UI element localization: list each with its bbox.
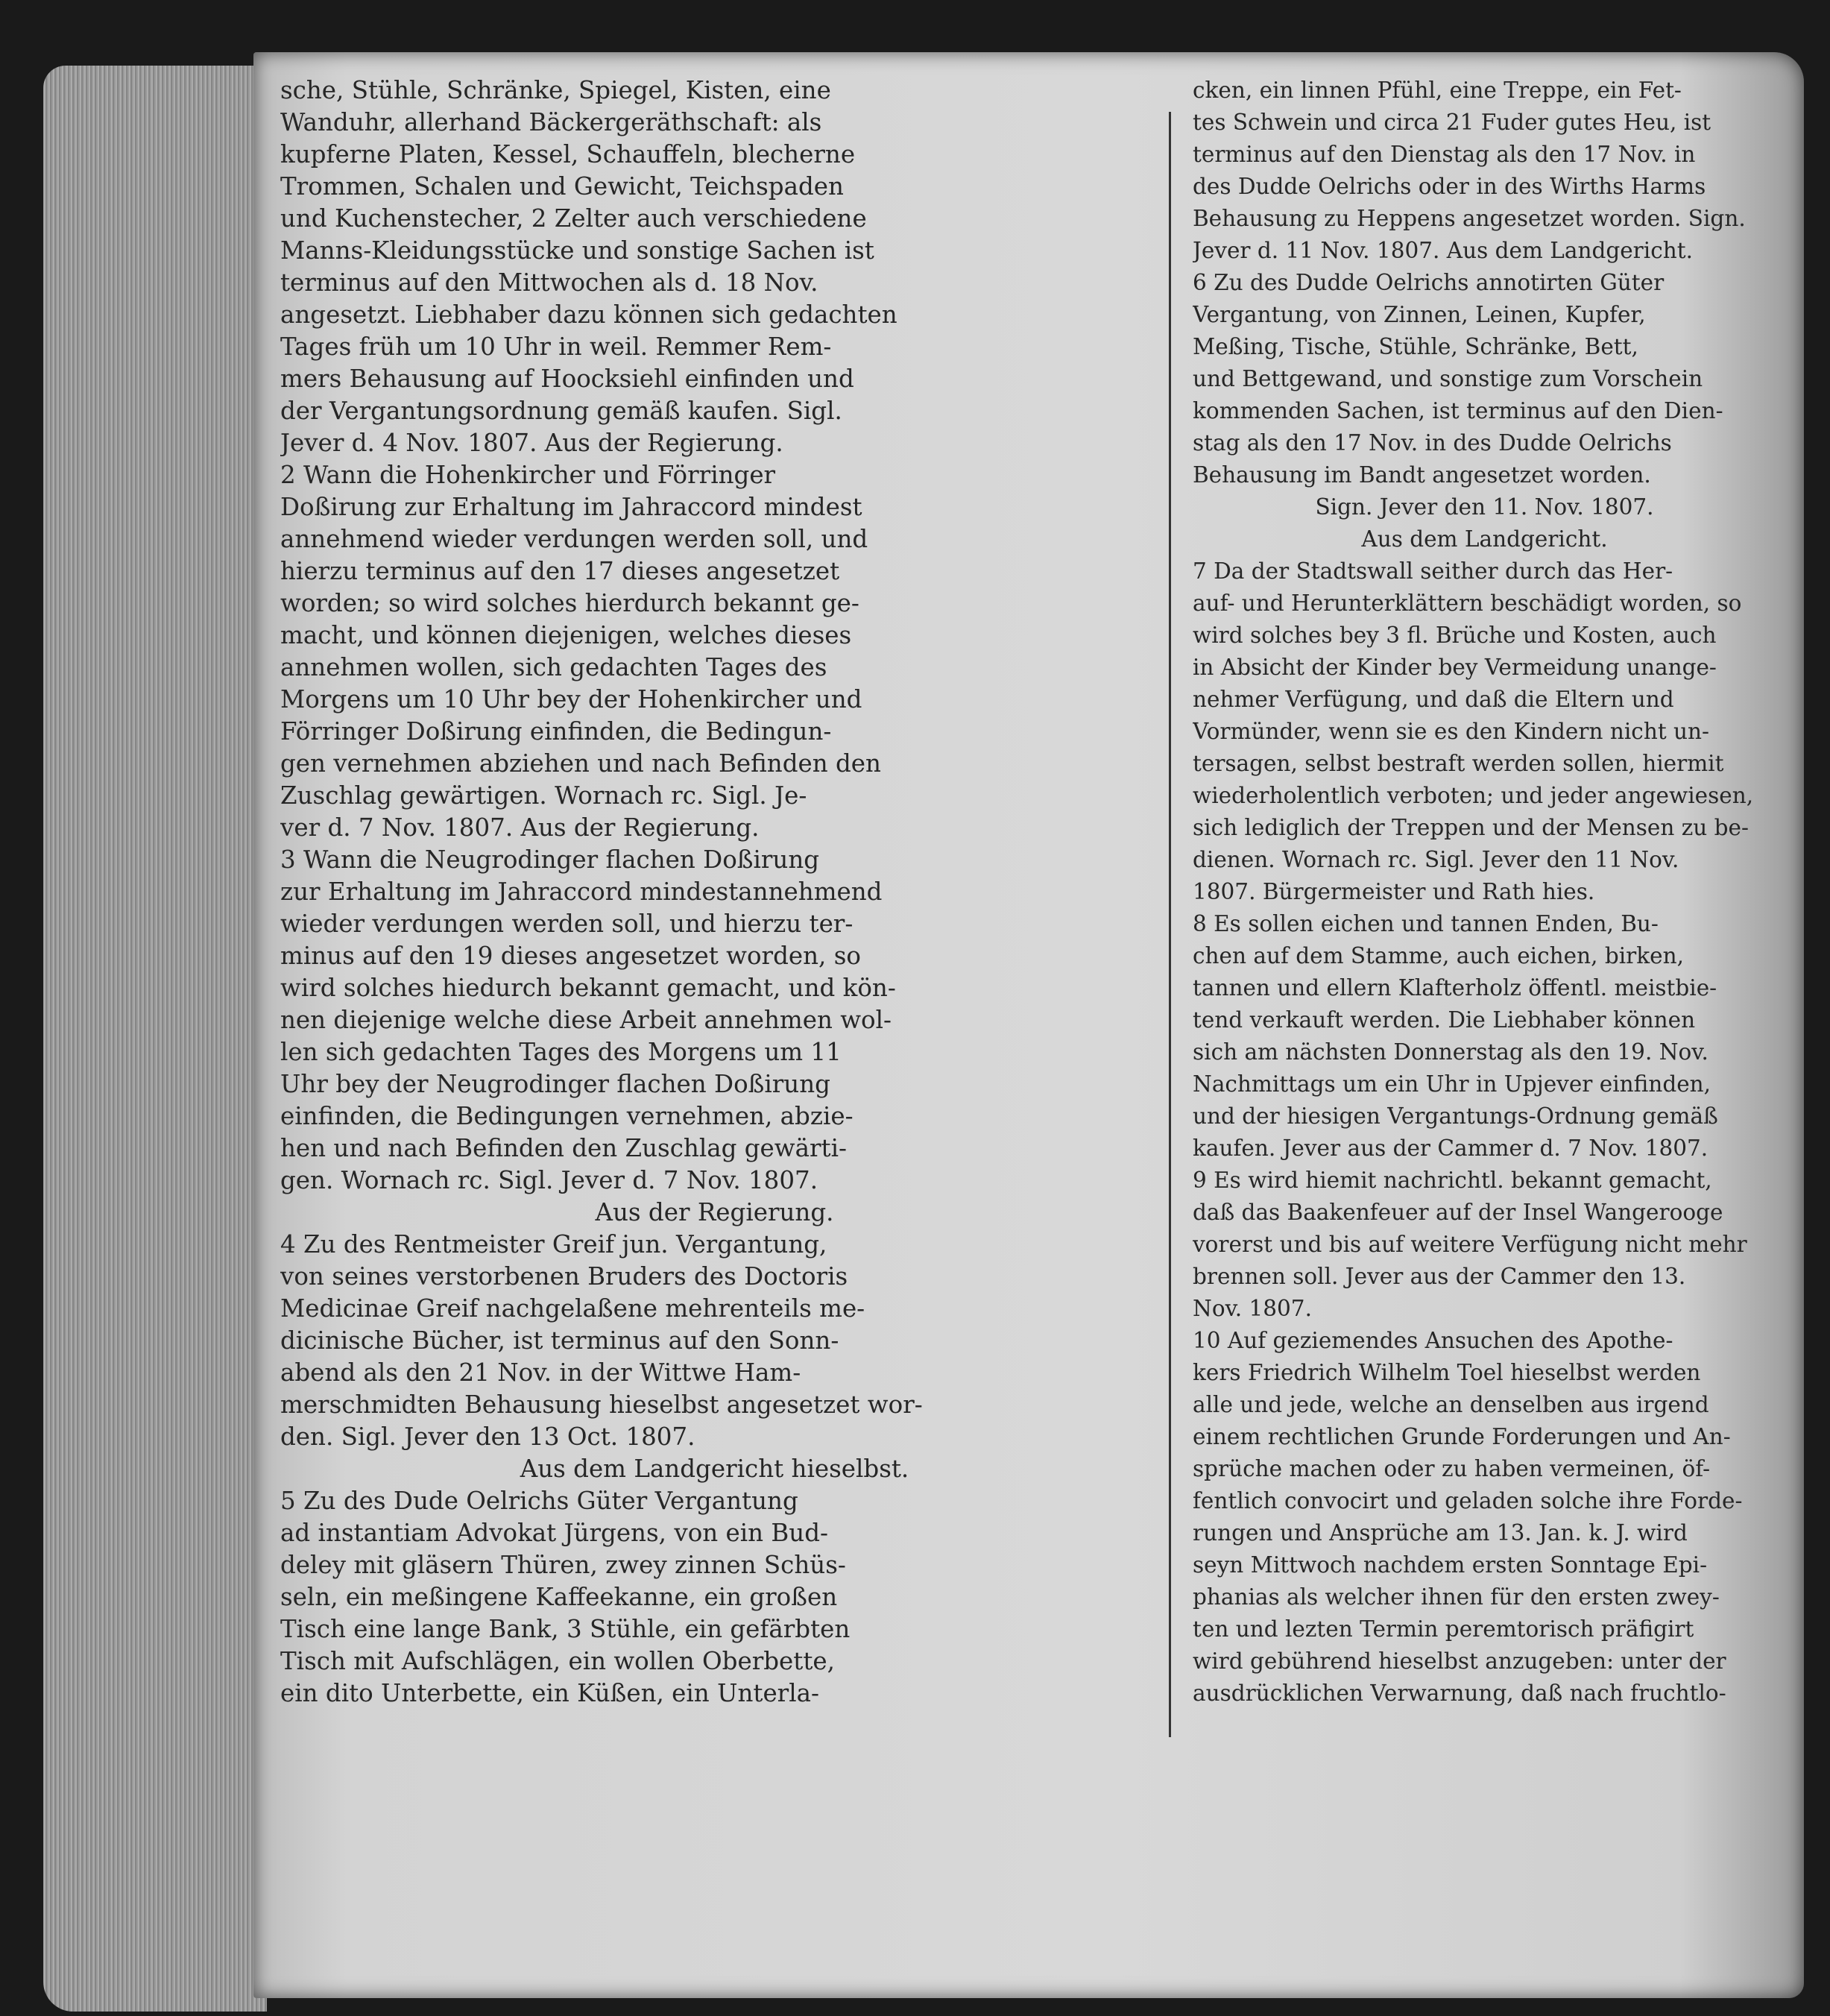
text-line: Vergantung, von Zinnen, Leinen, Kupfer, [1193,302,1646,327]
text-line: Jever d. 11 Nov. 1807. Aus dem Landgericht. [1193,238,1693,263]
text-line: sprüche machen oder zu haben vermeinen, öf- [1193,1456,1711,1481]
text-line: gen vernehmen abziehen und nach Befinden den [280,749,881,778]
text-line: wird solches bey 3 fl. Brüche und Kosten, auch [1193,623,1717,648]
text-line: einem rechtlichen Grunde Forderungen und An- [1193,1424,1731,1449]
text-line: Aus der Regierung. [595,1198,834,1226]
text-line: kommenden Sachen, ist terminus auf den Dien- [1193,398,1723,423]
text-line: 8 Es sollen eichen und tannen Enden, Bu- [1193,911,1659,936]
text-line: seyn Mittwoch nachdem ersten Sonntage Epi- [1193,1552,1708,1578]
text-line: wieder verdungen werden soll, und hierzu ter- [280,910,854,938]
text-line: 7 Da der Stadtswall seither durch das Her- [1193,558,1673,584]
text-line: angesetzt. Liebhaber dazu können sich gedachten [280,300,897,329]
text-line: Behausung zu Heppens angesetzet worden. Sign. [1193,206,1746,231]
text-line: Tages früh um 10 Uhr in weil. Remmer Rem- [280,333,832,361]
text-line: 1807. Bürgermeister und Rath hies. [1193,879,1595,904]
text-line: kupferne Platen, Kessel, Schauffeln, blecherne [280,140,856,168]
text-line: annehmen wollen, sich gedachten Tages des [280,653,827,681]
text-line: nen diejenige welche diese Arbeit annehmen wol- [280,1006,892,1034]
text-line: Tisch eine lange Bank, 3 Stühle, ein gefärbten [280,1615,851,1643]
text-line: sich lediglich der Treppen und der Mensen zu be- [1193,815,1749,840]
text-line: von seines verstorbenen Bruders des Doctoris [280,1262,848,1291]
column-divider [1169,112,1171,1737]
text-line: und Bettgewand, und sonstige zum Vorschein [1193,366,1703,391]
text-line: stag als den 17 Nov. in des Dudde Oelrichs [1193,430,1672,456]
text-line: len sich gedachten Tages des Morgens um 11 [280,1038,842,1066]
text-line: deley mit gläsern Thüren, zwey zinnen Schüs- [280,1551,846,1579]
text-line: Morgens um 10 Uhr bey der Hohenkircher und [280,685,862,714]
text-line: Manns-Kleidungsstücke und sonstige Sachen ist [280,236,874,265]
text-line: wird solches hiedurch bekannt gemacht, und kön- [280,974,896,1002]
text-line: sich am nächsten Donnerstag als den 19. Nov. [1193,1039,1708,1065]
text-line: tend verkauft werden. Die Liebhaber können [1193,1007,1696,1033]
text-line: des Dudde Oelrichs oder in des Wirths Harms [1193,174,1706,199]
text-line: Trommen, Schalen und Gewicht, Teichspaden [280,172,844,201]
text-line: kaufen. Jever aus der Cammer d. 7 Nov. 1807. [1193,1135,1708,1161]
text-line: vorerst und bis auf weitere Verfügung nicht mehr [1193,1232,1747,1257]
text-line: Behausung im Bandt angesetzet worden. [1193,462,1651,488]
text-line: kers Friedrich Wilhelm Toel hieselbst werden [1193,1360,1701,1385]
text-line: ten und lezten Termin peremtorisch präfigirt [1193,1616,1694,1642]
text-line: tannen und ellern Klafterholz öffentl. meistbie- [1193,975,1717,1001]
text-line: einfinden, die Bedingungen vernehmen, abzie- [280,1102,854,1130]
text-line: der Vergantungsordnung gemäß kaufen. Sigl. [280,397,842,425]
text-line: brennen soll. Jever aus der Cammer den 13. [1193,1264,1686,1289]
text-line: 5 Zu des Dude Oelrichs Güter Vergantung [280,1487,798,1515]
text-line: in Absicht der Kinder bey Vermeidung unange- [1193,655,1717,680]
text-line: terminus auf den Mittwochen als d. 18 Nov. [280,268,818,297]
text-line: wiederholentlich verboten; und jeder angewiesen, [1193,783,1754,808]
text-line: 3 Wann die Neugrodinger flachen Doßirung [280,845,820,874]
text-line: Wanduhr, allerhand Bäckergeräthschaft: als [280,108,822,136]
text-line: ver d. 7 Nov. 1807. Aus der Regierung. [280,813,760,842]
text-line: seln, ein meßingene Kaffeekanne, ein großen [280,1583,838,1611]
text-line: und der hiesigen Vergantungs-Ordnung gemäß [1193,1103,1718,1129]
text-line: auf- und Herunterklättern beschädigt worden, so [1193,590,1742,616]
text-line: mers Behausung auf Hoocksiehl einfinden und [280,365,854,393]
text-line: fentlich convocirt und geladen solche ihre Forde- [1193,1488,1743,1513]
text-line: 2 Wann die Hohenkircher und Förringer [280,461,776,489]
text-line: tes Schwein und circa 21 Fuder gutes Heu, ist [1193,110,1711,135]
text-line: alle und jede, welche an denselben aus irgend [1193,1392,1709,1417]
text-line: Meßing, Tische, Stühle, Schränke, Bett, [1193,334,1638,359]
text-line: tersagen, selbst bestraft werden sollen, hiermit [1193,751,1724,776]
text-line: hierzu terminus auf den 17 dieses angesetzet [280,557,840,585]
text-line: den. Sigl. Jever den 13 Oct. 1807. [280,1423,695,1451]
text-line: Nov. 1807. [1193,1296,1312,1321]
text-line: chen auf dem Stamme, auch eichen, birken, [1193,943,1684,968]
text-line: 10 Auf geziemendes Ansuchen des Apothe- [1193,1328,1673,1353]
text-line: Tisch mit Aufschlägen, ein wollen Oberbette, [280,1647,835,1675]
text-line: cken, ein linnen Pfühl, eine Treppe, ein Fet- [1193,78,1682,103]
text-line: Vormünder, wenn sie es den Kindern nicht un- [1193,719,1710,744]
text-line: terminus auf den Dienstag als den 17 Nov. in [1193,142,1696,167]
right-column [1193,75,1776,1710]
text-line: minus auf den 19 dieses angesetzet worden, so [280,942,861,970]
text-line: Doßirung zur Erhaltung im Jahraccord mindest [280,493,862,521]
text-line: wird gebührend hieselbst anzugeben: unter der [1193,1648,1726,1674]
text-line: merschmidten Behausung hieselbst angesetzet wor- [280,1390,923,1419]
text-line: Aus dem Landgericht hieselbst. [520,1455,909,1483]
text-line: annehmend wieder verdungen werden soll, und [280,525,868,553]
text-line: Aus dem Landgericht. [1361,526,1608,552]
text-line: Zuschlag gewärtigen. Wornach rc. Sigl. Je- [280,781,807,810]
text-line: rungen und Ansprüche am 13. Jan. k. J. wird [1193,1520,1688,1546]
text-line: ad instantiam Advokat Jürgens, von ein Bud- [280,1519,829,1547]
text-line: macht, und können diejenigen, welches dieses [280,621,852,649]
text-line: gen. Wornach rc. Sigl. Jever d. 7 Nov. 1807. [280,1166,818,1194]
text-line: Jever d. 4 Nov. 1807. Aus der Regierung. [280,429,783,457]
text-line: worden; so wird solches hierdurch bekannt ge- [280,589,859,617]
text-line: phanias als welcher ihnen für den ersten zwey- [1193,1584,1720,1610]
text-line: dienen. Wornach rc. Sigl. Jever den 11 Nov. [1193,847,1679,872]
text-line: ein dito Unterbette, ein Küßen, ein Unterla- [280,1679,819,1707]
text-line: Förringer Doßirung einfinden, die Bedingun- [280,717,832,746]
text-line: Sign. Jever den 11. Nov. 1807. [1315,494,1654,520]
text-line: 4 Zu des Rentmeister Greif jun. Vergantung, [280,1230,827,1259]
text-line: Uhr bey der Neugrodinger flachen Doßirung [280,1070,830,1098]
text-line: und Kuchenstecher, 2 Zelter auch verschiedene [280,204,867,233]
text-line: 6 Zu des Dudde Oelrichs annotirten Güter [1193,270,1665,295]
text-line: 9 Es wird hiemit nachrichtl. bekannt gemacht, [1193,1168,1712,1193]
text-line: zur Erhaltung im Jahraccord mindestannehmend [280,878,883,906]
text-line: Nachmittags um ein Uhr in Upjever einfinden, [1193,1071,1711,1097]
text-line: daß das Baakenfeuer auf der Insel Wangerooge [1193,1200,1723,1225]
text-line: sche, Stühle, Schränke, Spiegel, Kisten, eine [280,76,831,104]
text-line: abend als den 21 Nov. in der Wittwe Ham- [280,1358,801,1387]
text-line: nehmer Verfügung, und daß die Eltern und [1193,687,1674,712]
text-line: dicinische Bücher, ist terminus auf den Sonn- [280,1326,839,1355]
text-line: ausdrücklichen Verwarnung, daß nach fruchtlo- [1193,1680,1726,1706]
text-line: Medicinae Greif nachgelaßene mehrenteils me- [280,1294,865,1323]
text-line: hen und nach Befinden den Zuschlag gewärti- [280,1134,847,1162]
page-edges [43,66,267,2012]
left-column [280,75,1149,1710]
